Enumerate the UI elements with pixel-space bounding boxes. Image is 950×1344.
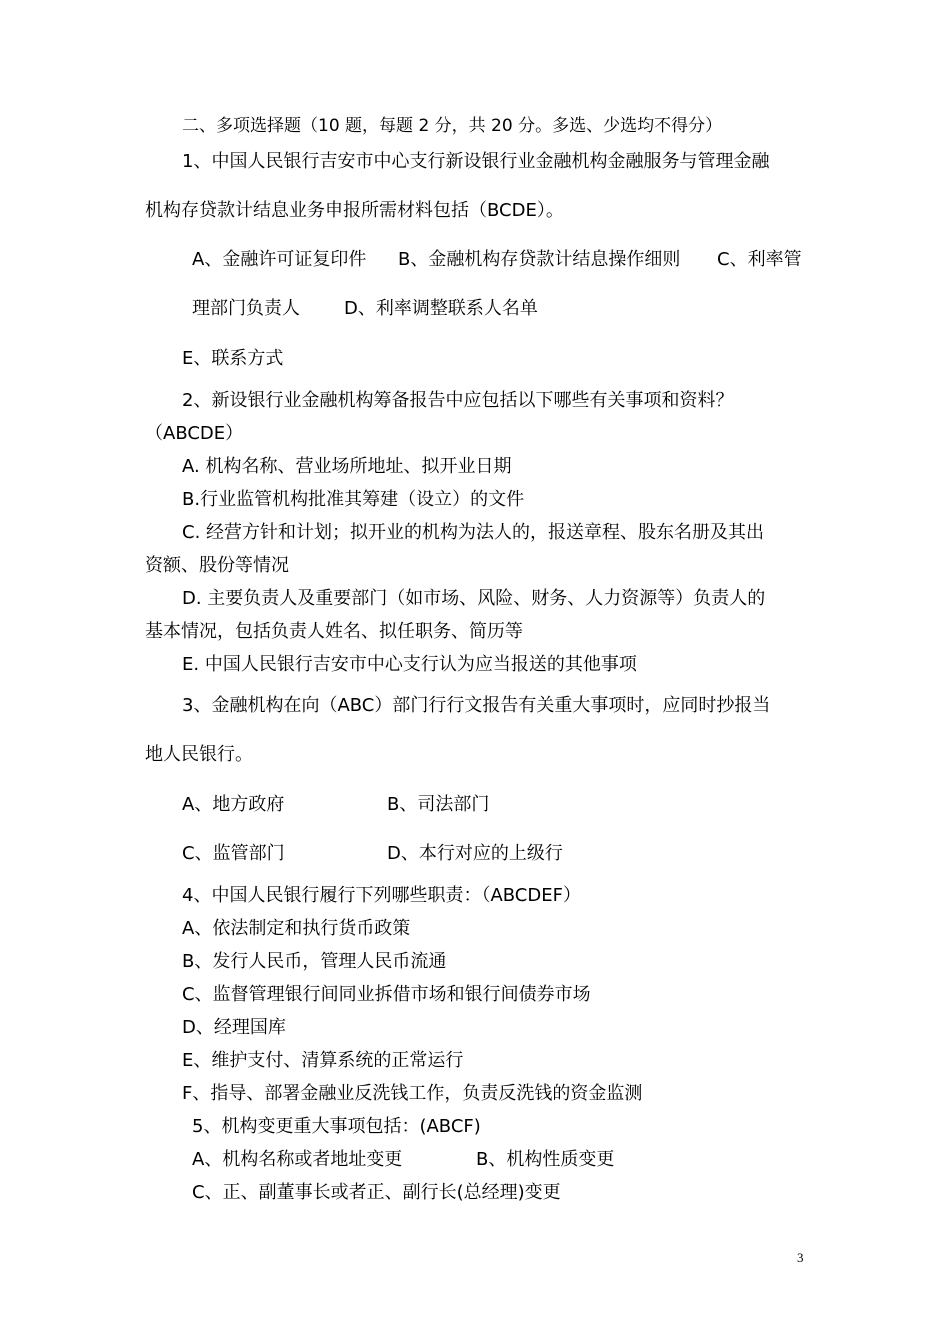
q2-stem-line1: 2、新设银行业金融机构筹备报告中应包括以下哪些有关事项和资料？ [182, 390, 734, 411]
q3-option-d: D、本行对应的上级行 [387, 843, 563, 864]
q2-option-a: A. 机构名称、营业场所地址、拟开业日期 [182, 456, 512, 477]
q1-option-c-part1: C、利率管 [717, 249, 802, 270]
q2-option-c-line1: C. 经营方针和计划；拟开业的机构为法人的，报送章程、股东名册及其出 [182, 522, 765, 543]
q4-option-f: F、指导、部署金融业反洗钱工作，负责反洗钱的资金监测 [182, 1083, 643, 1104]
q4-stem: 4、中国人民银行履行下列哪些职责：（ABCDEF） [182, 885, 581, 906]
section-title: 二、多项选择题（10 题，每题 2 分，共 20 分。多选、少选均不得分） [182, 116, 723, 136]
q2-stem-line2: （ABCDE） [145, 423, 244, 444]
q3-option-c: C、监管部门 [182, 843, 285, 864]
q3-option-a: A、地方政府 [182, 794, 285, 815]
q2-option-d-line2: 基本情况，包括负责人姓名、拟任职务、简历等 [145, 621, 523, 642]
q4-option-d: D、经理国库 [182, 1017, 286, 1038]
q1-stem-line2: 机构存贷款计结息业务申报所需材料包括（BCDE）。 [145, 200, 564, 221]
q1-option-b: B、金融机构存贷款计结息操作细则 [398, 249, 681, 270]
q2-option-b: B.行业监管机构批准其筹建（设立）的文件 [182, 489, 525, 510]
q3-stem-line2: 地人民银行。 [145, 744, 253, 765]
q1-option-c-part2: 理部门负责人 [192, 298, 300, 319]
page-number: 3 [797, 1250, 804, 1265]
q4-option-e: E、维护支付、清算系统的正常运行 [182, 1050, 464, 1071]
q1-stem-line1: 1、中国人民银行吉安市中心支行新设银行业金融机构金融服务与管理金融 [182, 151, 770, 172]
q5-option-a: A、机构名称或者地址变更 [192, 1149, 403, 1170]
q2-option-e: E. 中国人民银行吉安市中心支行认为应当报送的其他事项 [182, 654, 637, 675]
q2-option-c-line2: 资额、股份等情况 [145, 555, 289, 576]
q4-option-c: C、监督管理银行间同业拆借市场和银行间债券市场 [182, 984, 591, 1005]
q4-option-a: A、依法制定和执行货币政策 [182, 918, 411, 939]
q3-option-b: B、司法部门 [387, 794, 490, 815]
q2-option-d-line1: D. 主要负责人及重要部门（如市场、风险、财务、人力资源等）负责人的 [182, 588, 766, 609]
q1-option-e: E、联系方式 [182, 348, 284, 369]
q1-option-d: D、利率调整联系人名单 [344, 298, 538, 319]
q1-option-a: A、金融许可证复印件 [192, 249, 367, 270]
q5-option-c: C、正、副董事长或者正、副行长(总经理)变更 [192, 1182, 561, 1203]
q4-option-b: B、发行人民币，管理人民币流通 [182, 951, 447, 972]
q5-stem: 5、机构变更重大事项包括：(ABCF) [192, 1116, 481, 1137]
q3-stem-line1: 3、金融机构在向（ABC）部门行行文报告有关重大事项时，应同时抄报当 [182, 695, 771, 716]
q5-option-b: B、机构性质变更 [476, 1149, 615, 1170]
